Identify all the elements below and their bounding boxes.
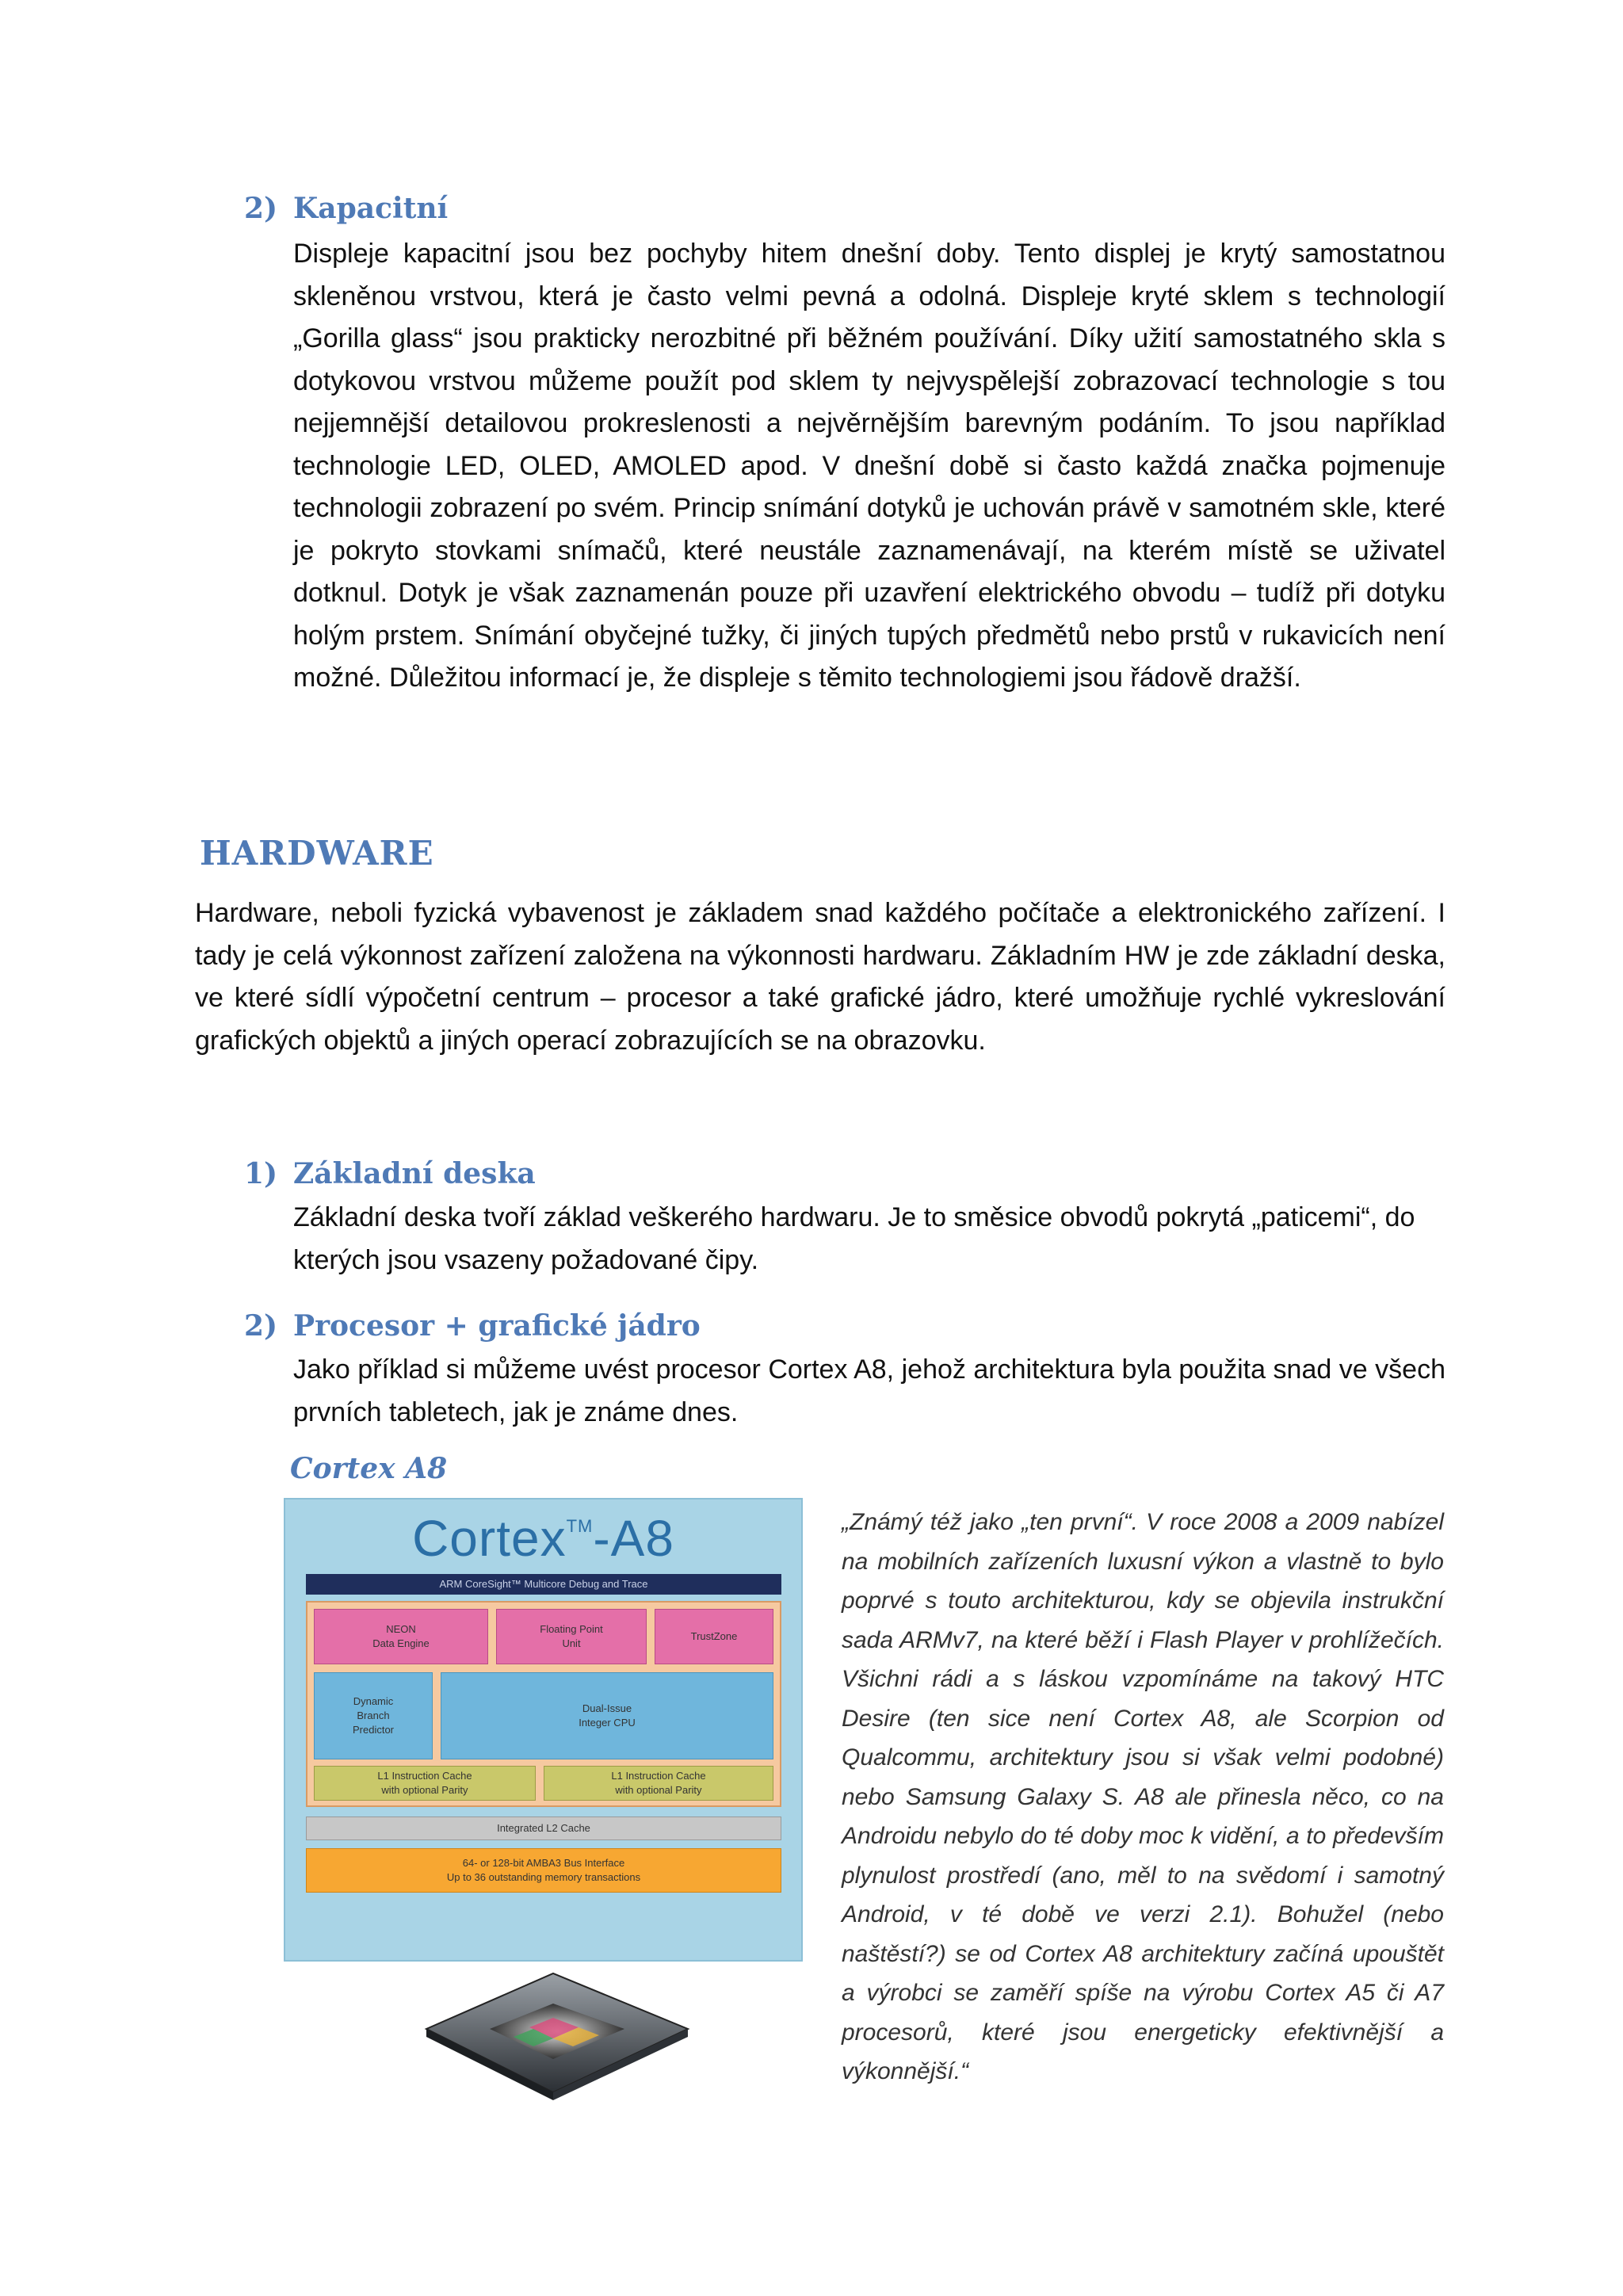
diagram-title-tm: TM: [566, 1516, 594, 1536]
l1-cache-right: L1 Instruction Cache with optional Parity: [544, 1766, 773, 1801]
section-title: Procesor + grafické jádro: [293, 1309, 701, 1343]
diagram-title: [284, 1509, 803, 1568]
diagram-title-suffix: -A8: [593, 1510, 674, 1567]
section-title: Kapacitní: [293, 192, 449, 225]
section-number: 2): [244, 192, 278, 225]
l2-cache-bar: Integrated L2 Cache: [306, 1817, 781, 1840]
cortex-quote: „Známý též jako „ten první“. V roce 2008 a 2009 nabízel na mobilních zařízeních luxusní výkon a vlastně to bylo poprvé s touto architekturou, kdy se objevila instrukční sada ARMv7, na které běží i Flash Player v prohlížečích. Všichni rádi a s láskou vzpomínáme na takový HTC Desire (ten sice není Cortex A8, ale Scorpion od Qualcommu, architektury jsou si však velmi podobné) nebo Samsung Galaxy S. A8 ale přinesla něco, co na Androidu nebylo do té doby moc k vidění, a to především plynulost prostředí (ano, měl to na svědomí i samotný Android, v té době ve verzi 2.1). Bohužel (nebo naštěstí?) se od Cortex A8 architektury začíná upouštět a výrobci se zaměří spíše na výrobu Cortex A5 či A7 procesorů, které jsou energeticky efektivnější a výkonnější.“: [842, 1509, 1444, 2084]
debug-trace-bar: ARM CoreSight™ Multicore Debug and Trace: [306, 1574, 781, 1595]
l1-cache-left: L1 Instruction Cache with optional Parity: [314, 1766, 536, 1801]
trustzone-block: TrustZone: [655, 1609, 773, 1664]
section-title: Základní deska: [293, 1157, 536, 1190]
section-number: 2): [244, 1309, 278, 1343]
section-heading-procesor: [244, 1309, 701, 1343]
branch-predictor-block: Dynamic Branch Predictor: [314, 1672, 433, 1759]
cortex-a8-diagram: [284, 1498, 807, 2108]
kapacitni-paragraph: Displeje kapacitní jsou bez pochyby hitem dnešní doby. Tento displej je krytý samostatnou skleněnou vrstvou, která je často velmi pevná a odolná. Displeje kryté sklem s technologií „Gorilla glass“ jsou prakticky nerozbitné při běžném používání. Díky užití samostatného skla s dotykovou vrstvou můžeme použít pod sklem ty nejvyspělejší zobrazovací technologie s tou nejjemnější detailovou prokreslenosti a nejvěrnějším barevným podáním. To jsou například technologie LED, OLED, AMOLED apod. V dnešní době si často každá značka pojmenuje technologii zobrazení po svém. Princip snímání dotyků je uchován právě v samotném skle, které je pokryto stovkami snímačů, které neustále zaznamenávají, na kterém místě se uživatel dotknul. Dotyk je však zaznamenán pouze při uzavření elektrického obvodu – tudíž při dotyku holým prstem. Snímání obyčejné tužky, či jiných tupých předmětů nebo prstů v rukavicích není možné. Důležitou informací je, že displeje s těmito technologiemi jsou řádově dražší.: [293, 239, 1445, 693]
hardware-heading: HARDWARE: [200, 834, 434, 873]
figure-caption: Cortex A8: [290, 1452, 448, 1485]
processor-paragraph: Jako příklad si můžeme uvést procesor Cortex A8, jehož architektura byla použita snad ve všech prvních tabletech, jak je známe dnes.: [293, 1354, 1445, 1427]
fpu-block: Floating Point Unit: [496, 1609, 647, 1664]
integer-cpu-block: Dual-Issue Integer CPU: [441, 1672, 773, 1759]
section-number: 1): [244, 1157, 278, 1190]
section-heading-kapacitni: [244, 192, 448, 225]
bus-interface-bar: 64- or 128-bit AMBA3 Bus Interface Up to 36 outstanding memory transactions: [306, 1848, 781, 1893]
section-heading-zakladni-deska: [244, 1157, 536, 1190]
hardware-paragraph: Hardware, neboli fyzická vybavenost je základem snad každého počítače a elektronického zařízení. I tady je celá výkonnost zařízení založena na výkonnosti hardwaru. Základním HW je zde základní deska, ve které sídlí výpočetní centrum – procesor a také grafické jádro, které umožňuje rychlé vykreslování grafických objektů a jiných operací zobrazujících se na obrazovku.: [195, 898, 1445, 1056]
diagram-title-main: Cortex: [412, 1510, 567, 1567]
neon-block: NEON Data Engine: [314, 1609, 488, 1664]
processor-chip-icon: [403, 1942, 704, 2100]
motherboard-paragraph: Základní deska tvoří základ veškerého hardwaru. Je to směsice obvodů pokrytá „paticemi“, do kterých jsou vsazeny požadované čipy.: [293, 1202, 1415, 1275]
